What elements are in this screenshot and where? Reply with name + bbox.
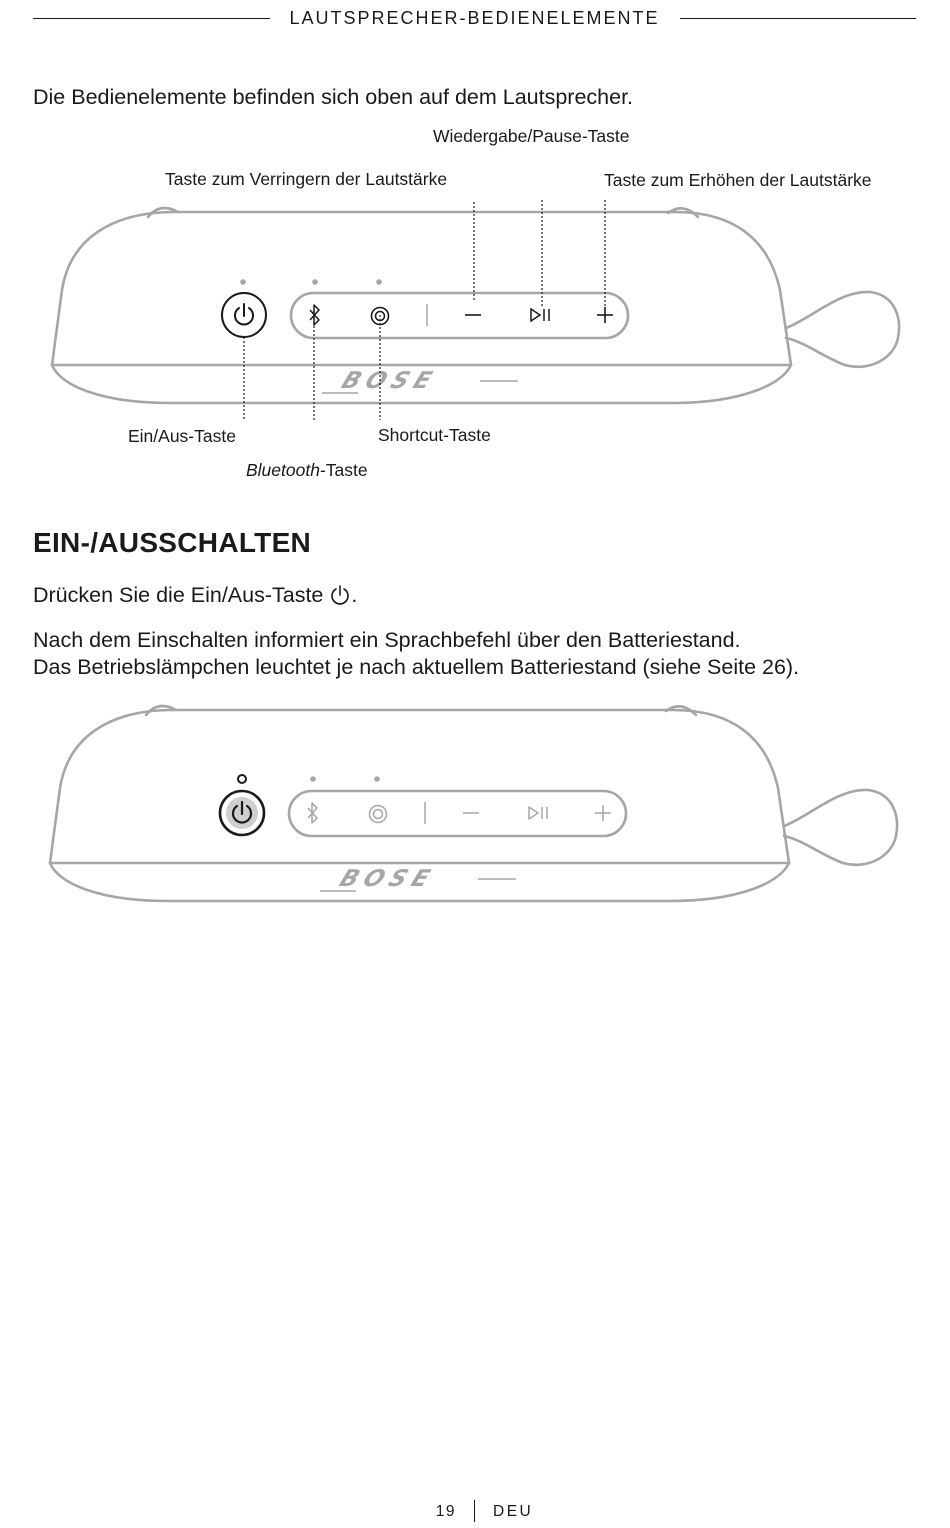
callout-power: Ein/Aus-Taste bbox=[128, 426, 236, 446]
bose-logo bbox=[338, 367, 442, 394]
power-light-on bbox=[238, 775, 246, 783]
footer-divider bbox=[474, 1500, 475, 1522]
speaker-power-on-illustration bbox=[0, 698, 950, 918]
power-icon-inline bbox=[329, 583, 351, 605]
intro-text: Die Bedienelemente befinden sich oben auf dem Lautsprecher. bbox=[33, 85, 634, 109]
shortcut-light bbox=[376, 279, 382, 285]
callout-bluetooth-italic: Bluetooth bbox=[246, 460, 320, 480]
step-text-main: Drücken Sie die Ein/Aus-Taste bbox=[33, 583, 324, 607]
power-light bbox=[240, 279, 246, 285]
page-footer bbox=[0, 1500, 950, 1528]
callout-volume-down: Taste zum Verringern der Lautstärke bbox=[165, 169, 448, 189]
section-title: LAUTSPRECHER-BEDIENELEMENTE bbox=[289, 8, 660, 28]
page-number: 19 bbox=[435, 1503, 456, 1520]
callout-shortcut: Shortcut-Taste bbox=[378, 425, 491, 445]
speaker-controls-illustration bbox=[0, 200, 950, 420]
power-button bbox=[222, 293, 266, 337]
play-pause-icon bbox=[531, 309, 549, 321]
speaker-strap-loop bbox=[786, 292, 899, 367]
step-text bbox=[33, 583, 357, 608]
callout-bluetooth bbox=[246, 460, 368, 481]
language-code: DEU bbox=[493, 1503, 534, 1520]
note-line-2: Das Betriebslämpchen leuchtet je nach aktuellem Batteriestand (siehe Seite 26). bbox=[33, 655, 800, 679]
section-header bbox=[33, 6, 916, 30]
power-button-pressed bbox=[220, 791, 264, 835]
callout-bluetooth-suffix: -Taste bbox=[319, 460, 368, 480]
header-rule-right bbox=[680, 18, 916, 19]
status-lights bbox=[240, 279, 382, 285]
step-text-end: . bbox=[351, 583, 358, 607]
speaker-body-outline bbox=[52, 212, 791, 365]
note-line-1: Nach dem Einschalten informiert ein Sprachbefehl über den Batteriestand. bbox=[33, 628, 741, 652]
callout-volume-up: Taste zum Erhöhen der Lautstärke bbox=[604, 170, 872, 190]
svg-text:BOSE: BOSE bbox=[335, 864, 440, 892]
callout-play-pause: Wiedergabe/Pause-Taste bbox=[433, 126, 630, 146]
bluetooth-light bbox=[312, 279, 318, 285]
bose-logo bbox=[336, 865, 440, 892]
svg-text:BOSE: BOSE bbox=[337, 366, 442, 394]
section-heading: EIN-/AUSSCHALTEN bbox=[33, 527, 312, 558]
control-pill-outline bbox=[291, 293, 628, 338]
volume-up-icon bbox=[597, 307, 613, 323]
